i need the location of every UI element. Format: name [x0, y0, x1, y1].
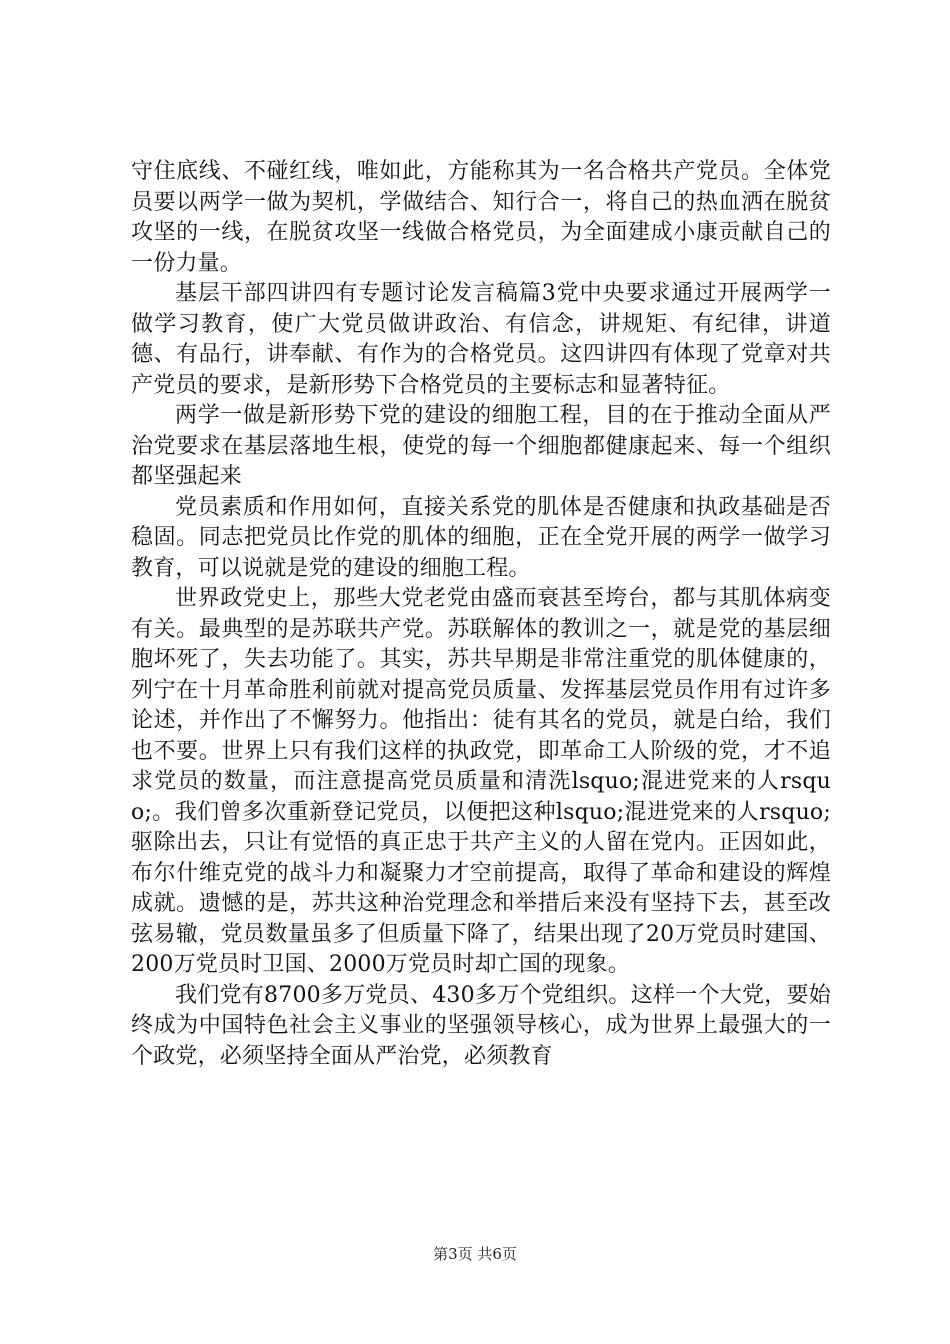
document-body: [131, 157, 831, 1072]
paragraph: 世界政党史上，那些大党老党由盛而衰甚至垮台，都与其肌体病变有关。最典型的是苏联共产党。苏联解体的教训之一，就是党的基层细胞坏死了，失去功能了。其实，苏共早期是非常注重党的肌体健康的，列宁在十月革命胜利前就对提高党员质量、发挥基层党员作用有过许多论述，并作出了不懈努力。他指出：徒有其名的党员，就是白给，我们也不要。世界上只有我们这样的执政党，即革命工人阶级的党，才不追求党员的数量，而注意提高党员质量和清洗lsquo;混进党来的人rsquo;。我们曾多次重新登记党员，以便把这种lsquo;混进党来的人rsquo;驱除出去，只让有觉悟的真正忠于共产主义的人留在党内。正因如此，布尔什维克党的战斗力和凝聚力才空前提高，取得了革命和建设的辉煌成就。遗憾的是，苏共这种治党理念和举措后来没有坚持下去，甚至改弦易辙，党员数量虽多了但质量下降了，结果出现了20万党员时建国、200万党员时卫国、2000万党员时却亡国的现象。: [131, 586, 831, 977]
paragraph: 党员素质和作用如何，直接关系党的肌体是否健康和执政基础是否稳固。同志把党员比作党的肌体的细胞，正在全党开展的两学一做学习教育，可以说就是党的建设的细胞工程。: [131, 494, 831, 581]
paragraph: 基层干部四讲四有专题讨论发言稿篇3党中央要求通过开展两学一做学习教育，使广大党员做讲政治、有信念，讲规矩、有纪律，讲道德、有品行，讲奉献、有作为的合格党员。这四讲四有体现了党章对共产党员的要求，是新形势下合格党员的主要标志和显著特征。: [131, 281, 831, 398]
paragraph: 两学一做是新形势下党的建设的细胞工程，目的在于推动全面从严治党要求在基层落地生根，使党的每一个细胞都健康起来、每一个组织都坚强起来: [131, 403, 831, 489]
paragraph: 我们党有8700多万党员、430多万个党组织。这样一个大党，要始终成为中国特色社会主义事业的坚强领导核心，成为世界上最强大的一个政党，必须坚持全面从严治党，必须教育: [131, 982, 831, 1069]
paragraph: 守住底线、不碰红线，唯如此，方能称其为一名合格共产党员。全体党员要以两学一做为契机，学做结合、知行合一，将自己的热血洒在脱贫攻坚的一线，在脱贫攻坚一线做合格党员，为全面建成小康贡献自己的一份力量。: [131, 159, 831, 276]
page-number-footer: 第3页 共6页: [433, 1245, 517, 1263]
